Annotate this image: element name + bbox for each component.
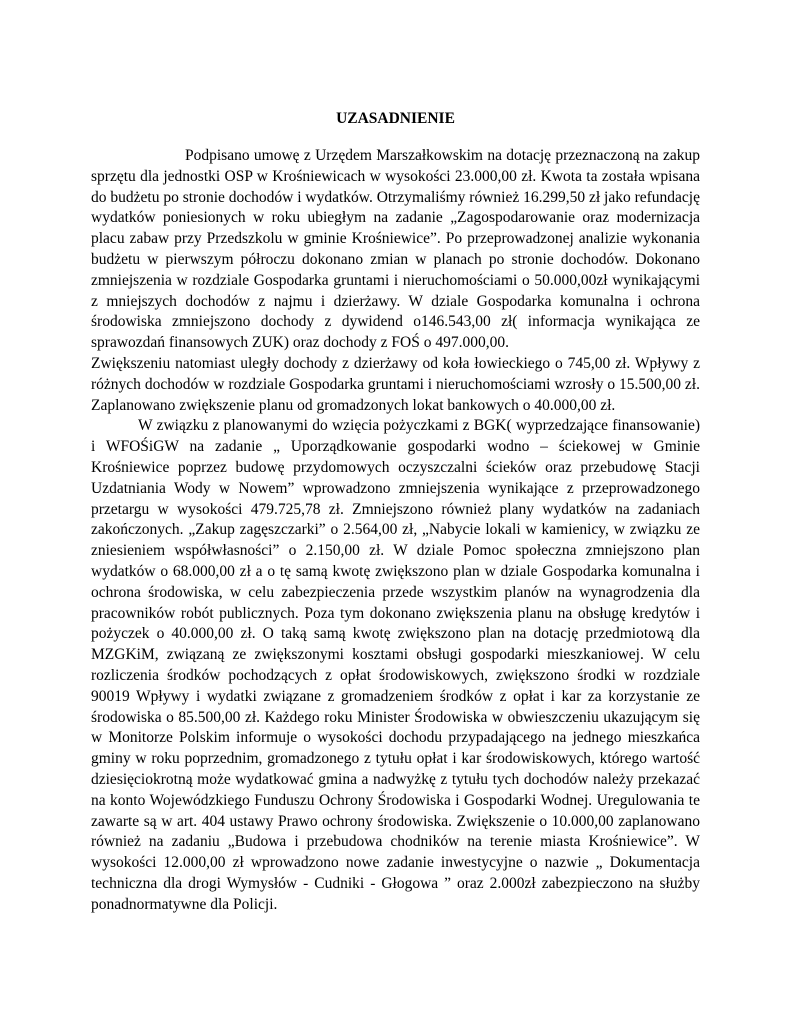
paragraph-2: Zwiększeniu natomiast uległy dochody z dzierżawy od koła łowieckiego o 745,00 zł. Wpływy z różnych dochodów w rozdziale Gospodarka gruntami i nieruchomościami wzrosły o 15.500,00 zł. Zaplanowano zwiększenie planu od gromadzonych lokat bankowych o 40.000,00 zł. <box>91 354 700 414</box>
document-title: UZASADNIENIE <box>336 110 455 127</box>
document-page <box>91 108 700 915</box>
document-body <box>91 146 700 915</box>
paragraph-1: Podpisano umowę z Urzędem Marszałkowskim na dotację przeznaczoną na zakup sprzętu dla jednostki OSP w Krośniewicach w wysokości 23.000,00 zł. Kwota ta została wpisana do budżetu po stronie dochodów i wydatków. Otrzymaliśmy również 16.299,50 zł jako refundację wydatków poniesionych w roku ubiegłym na zadanie „Zagospodarowanie oraz modernizacja placu zabaw przy Przedszkolu w gminie Krośniewice”. Po przeprowadzonej analizie wykonania budżetu w pierwszym półroczu dokonano zmian w planach po stronie dochodów. Dokonano zmniejszenia w rozdziale Gospodarka gruntami i nieruchomościami o 50.000,00zł wynikającymi z mniejszych dochodów z najmu i dzierżawy. W dziale Gospodarka komunalna i ochrona środowiska zmniejszono dochody z dywidend o146.543,00 zł( informacja wynikająca ze sprawozdań finansowych ZUK) oraz dochody z FOŚ o 497.000,00. <box>91 147 700 352</box>
paragraph-3: W związku z planowanymi do wzięcia pożyczkami z BGK( wyprzedzające finansowanie) i WFOŚiGW na zadanie „ Uporządkowanie gospodarki wodno – ściekowej w Gminie Krośniewice poprzez budowę przydomowych oczyszczalni ścieków oraz przebudowę Stacji Uzdatniania Wody w Nowem” wprowadzono zmniejszenia wynikające z przeprowadzonego przetargu w wysokości 479.725,78 zł. Zmniejszono również plany wydatków na zadaniach zakończonych. „Zakup zagęszczarki” o 2.564,00 zł, „Nabycie lokali w kamienicy, w związku ze zniesieniem współwłasności” o 2.150,00 zł. W dziale Pomoc społeczna zmniejszono plan wydatków o 68.000,00 zł a o tę samą kwotę zwiększono plan w dziale Gospodarka komunalna i ochrona środowiska, w celu zabezpieczenia przede wszystkim planów na wynagrodzenia dla pracowników robót publicznych. Poza tym dokonano zwiększenia planu na obsługę kredytów i pożyczek o 40.000,00 zł. O taką samą kwotę zwiększono plan na dotację przedmiotową dla MZGKiM, związaną ze zwiększonymi kosztami obsługi gospodarki mieszkaniowej. W celu rozliczenia środków pochodzących z opłat środowiskowych, zwiększono środki w rozdziale 90019 Wpływy i wydatki związane z gromadzeniem środków z opłat i kar za korzystanie ze środowiska o 85.500,00 zł. Każdego roku Minister Środowiska w obwieszczeniu ukazującym się w Monitorze Polskim informuje o wysokości dochodu przypadającego na jednego mieszkańca gminy w roku poprzednim, gromadzonego z tytułu opłat i kar środowiskowych, którego wartość dziesięciokrotną może wydatkować gmina a nadwyżkę z tytułu tych dochodów należy przekazać na konto Wojewódzkiego Funduszu Ochrony Środowiska i Gospodarki Wodnej. Uregulowania te zawarte są w art. 404 ustawy Prawo ochrony środowiska. Zwiększenie o 10.000,00 zaplanowano również na zadaniu „Budowa i przebudowa chodników na terenie miasta Krośniewice”. W wysokości 12.000,00 zł wprowadzono nowe zadanie inwestycyjne o nazwie „ Dokumentacja techniczna dla drogi Wymysłów - Cudniki - Głogowa ” oraz 2.000zł zabezpieczono na służby ponadnormatywne dla Policji. <box>91 417 700 913</box>
